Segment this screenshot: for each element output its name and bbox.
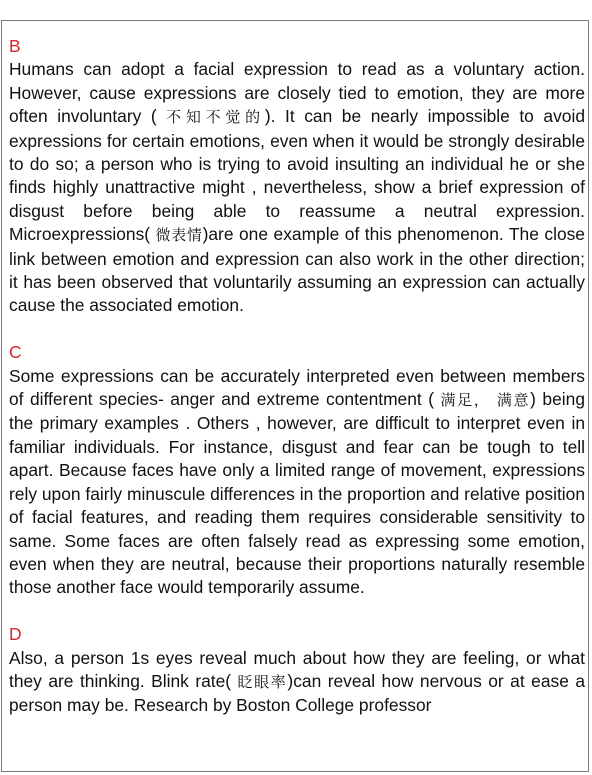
section-letter: C (9, 342, 22, 363)
section-d (9, 623, 585, 718)
section-paragraph: Some expressions can be accurately interpreted even between members of different species- anger and extreme contentment ( 满足， 满意) being the primary examples . Others , however, are difficult to interpret even in familiar individuals. For instance, disgust and fear can be tough to tell apart. Because faces have only a limited range of movement, expressions rely upon fairly minuscule differences in the proportion and relative position of facial features, and reading them requires considerable sensitivity to same. Some faces are often falsely read as expressing some emotion, even when they are neutral, because their proportions naturally resemble those another face would temporarily assume. (9, 365, 585, 598)
section-paragraph: Humans can adopt a facial expression to read as a voluntary action. However, cause expressions are closely tied to emotion, they are more often involuntary ( 不知不觉的). It can be nearly impossible to avoid expressions for certain emotions, even when it would be strongly desirable to do so; a person who is trying to avoid insulting an individual he or she finds highly unattractive might , nevertheless, show a brief expression of disgust before being able to reassume a neutral expression. Microexpressions( 微表情)are one example of this phenomenon. The close link between emotion and expression can also work in the other direction; it has been observed that voluntarily assuming an expression can actually cause the associated emotion. (9, 59, 585, 316)
section-letter: B (9, 36, 21, 56)
section-letter: D (9, 624, 22, 645)
section-c (9, 341, 585, 599)
section-b (9, 35, 585, 318)
passage-content (9, 35, 585, 741)
passage-frame (1, 20, 589, 772)
section-paragraph: Also, a person 1s eyes reveal much about how they are feeling, or what they are thinking. Blink rate( 眨眼率)can reveal how nervous or at ease a person may be. Research by Boston College professor (9, 647, 586, 716)
